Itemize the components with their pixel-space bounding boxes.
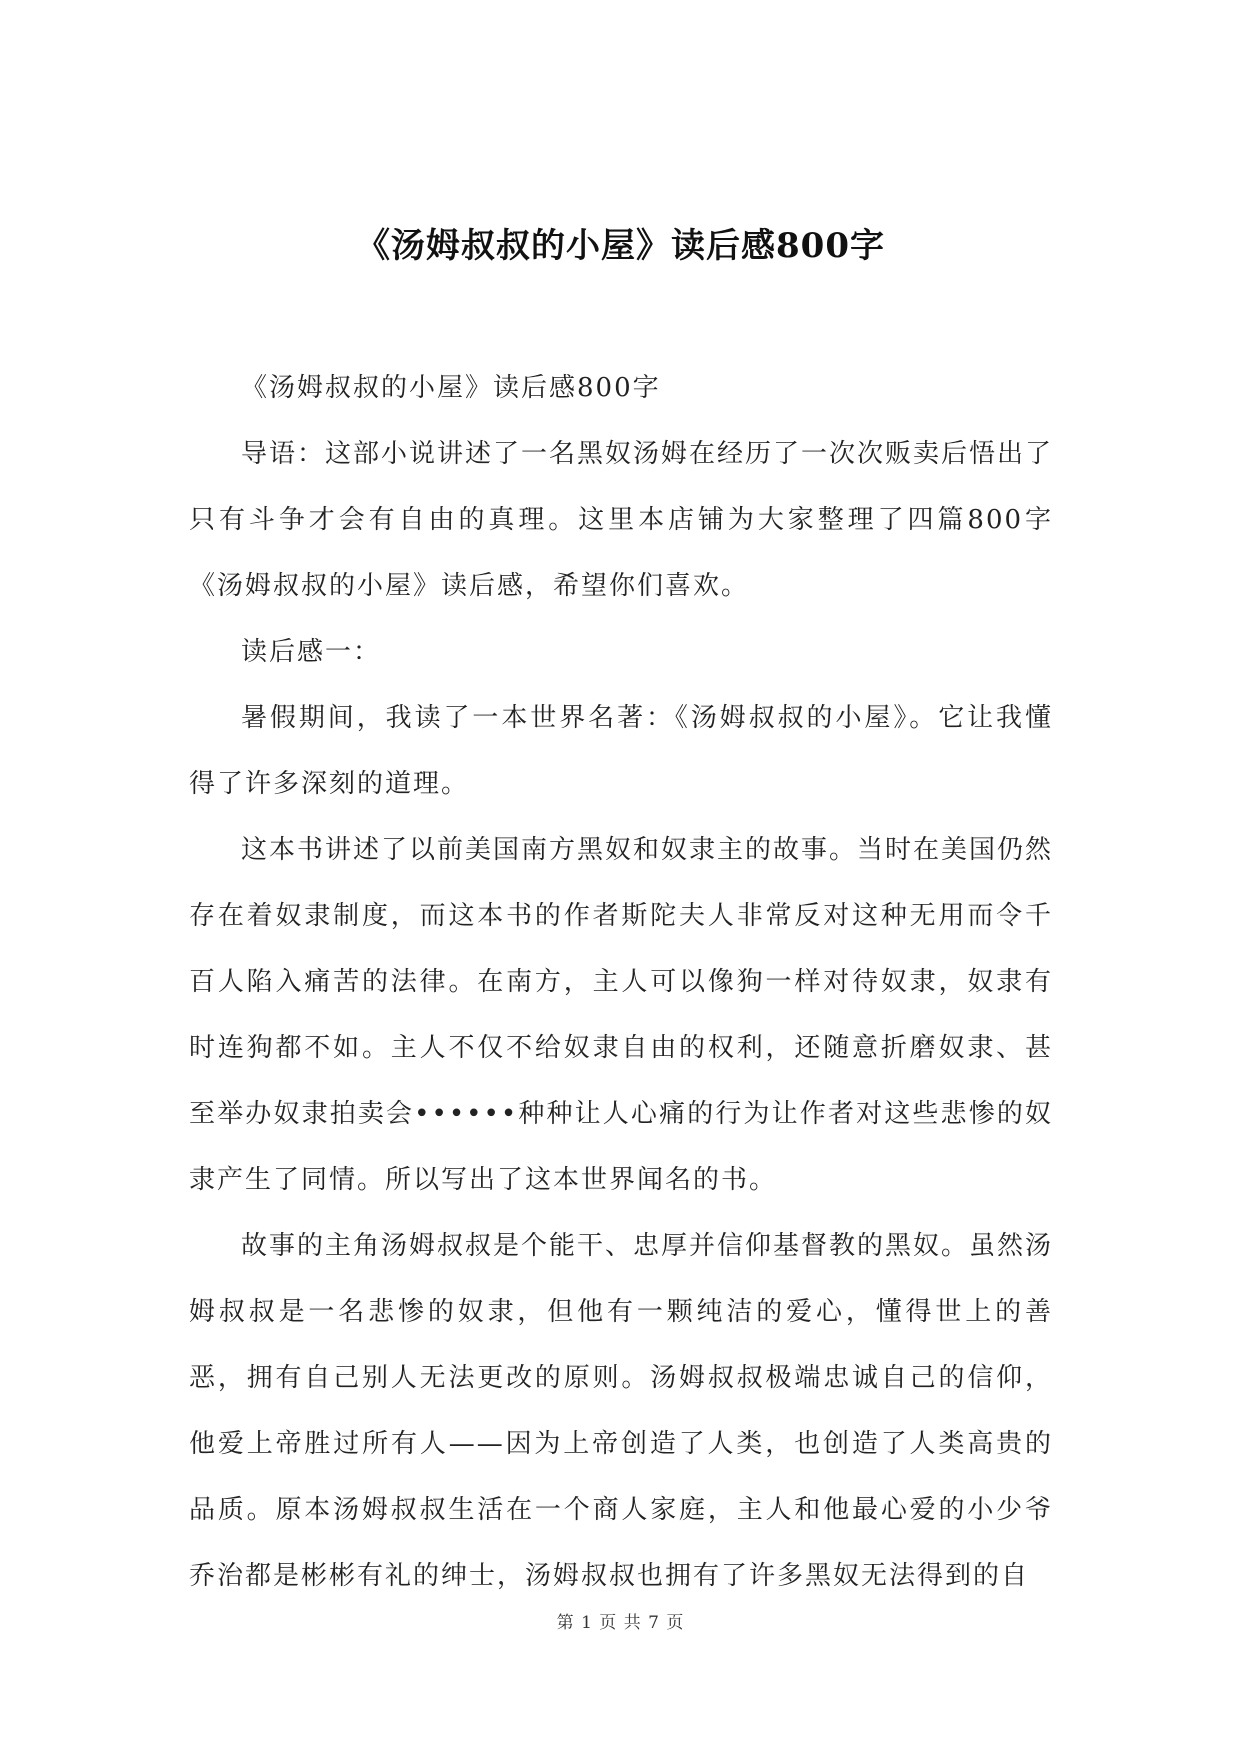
- paragraph-intro: 导语：这部小说讲述了一名黑奴汤姆在经历了一次次贩卖后悟出了只有斗争才会有自由的真理。这里本店铺为大家整理了四篇800字《汤姆叔叔的小屋》读后感，希望你们喜欢。: [189, 439, 1054, 601]
- paragraph-subtitle: 《汤姆叔叔的小屋》读后感800字: [241, 373, 661, 403]
- paragraph: 故事的主角汤姆叔叔是个能干、忠厚并信仰基督教的黑奴。虽然汤姆叔叔是一名悲惨的奴隶，但他有一颗纯洁的爱心，懂得世上的善恶，拥有自己别人无法更改的原则。汤姆叔叔极端忠诚自己的信仰，他爱上帝胜过所有人——因为上帝创造了人类，也创造了人类高贵的品质。原本汤姆叔叔生活在一个商人家庭，主人和他最心爱的小少爷乔治都是彬彬有礼的绅士，汤姆叔叔也拥有了许多黑奴无法得到的自: [189, 1231, 1054, 1591]
- paragraph-heading-one: 读后感一：: [241, 637, 382, 667]
- paragraph: 暑假期间，我读了一本世界名著：《汤姆叔叔的小屋》。它让我懂得了许多深刻的道理。: [189, 703, 1053, 799]
- page-number-footer: 第 1 页 共 7 页: [556, 1613, 685, 1633]
- document-title: 《汤姆叔叔的小屋》读后感800字: [356, 226, 885, 266]
- document-body: [189, 355, 1053, 1609]
- paragraph: 这本书讲述了以前美国南方黑奴和奴隶主的故事。当时在美国仍然存在着奴隶制度，而这本书的作者斯陀夫人非常反对这种无用而令千百人陷入痛苦的法律。在南方，主人可以像狗一样对待奴隶，奴隶有时连狗都不如。主人不仅不给奴隶自由的权利，还随意折磨奴隶、甚至举办奴隶拍卖会••••••种种让人心痛的行为让作者对这些悲惨的奴隶产生了同情。所以写出了这本世界闻名的书。: [189, 835, 1054, 1195]
